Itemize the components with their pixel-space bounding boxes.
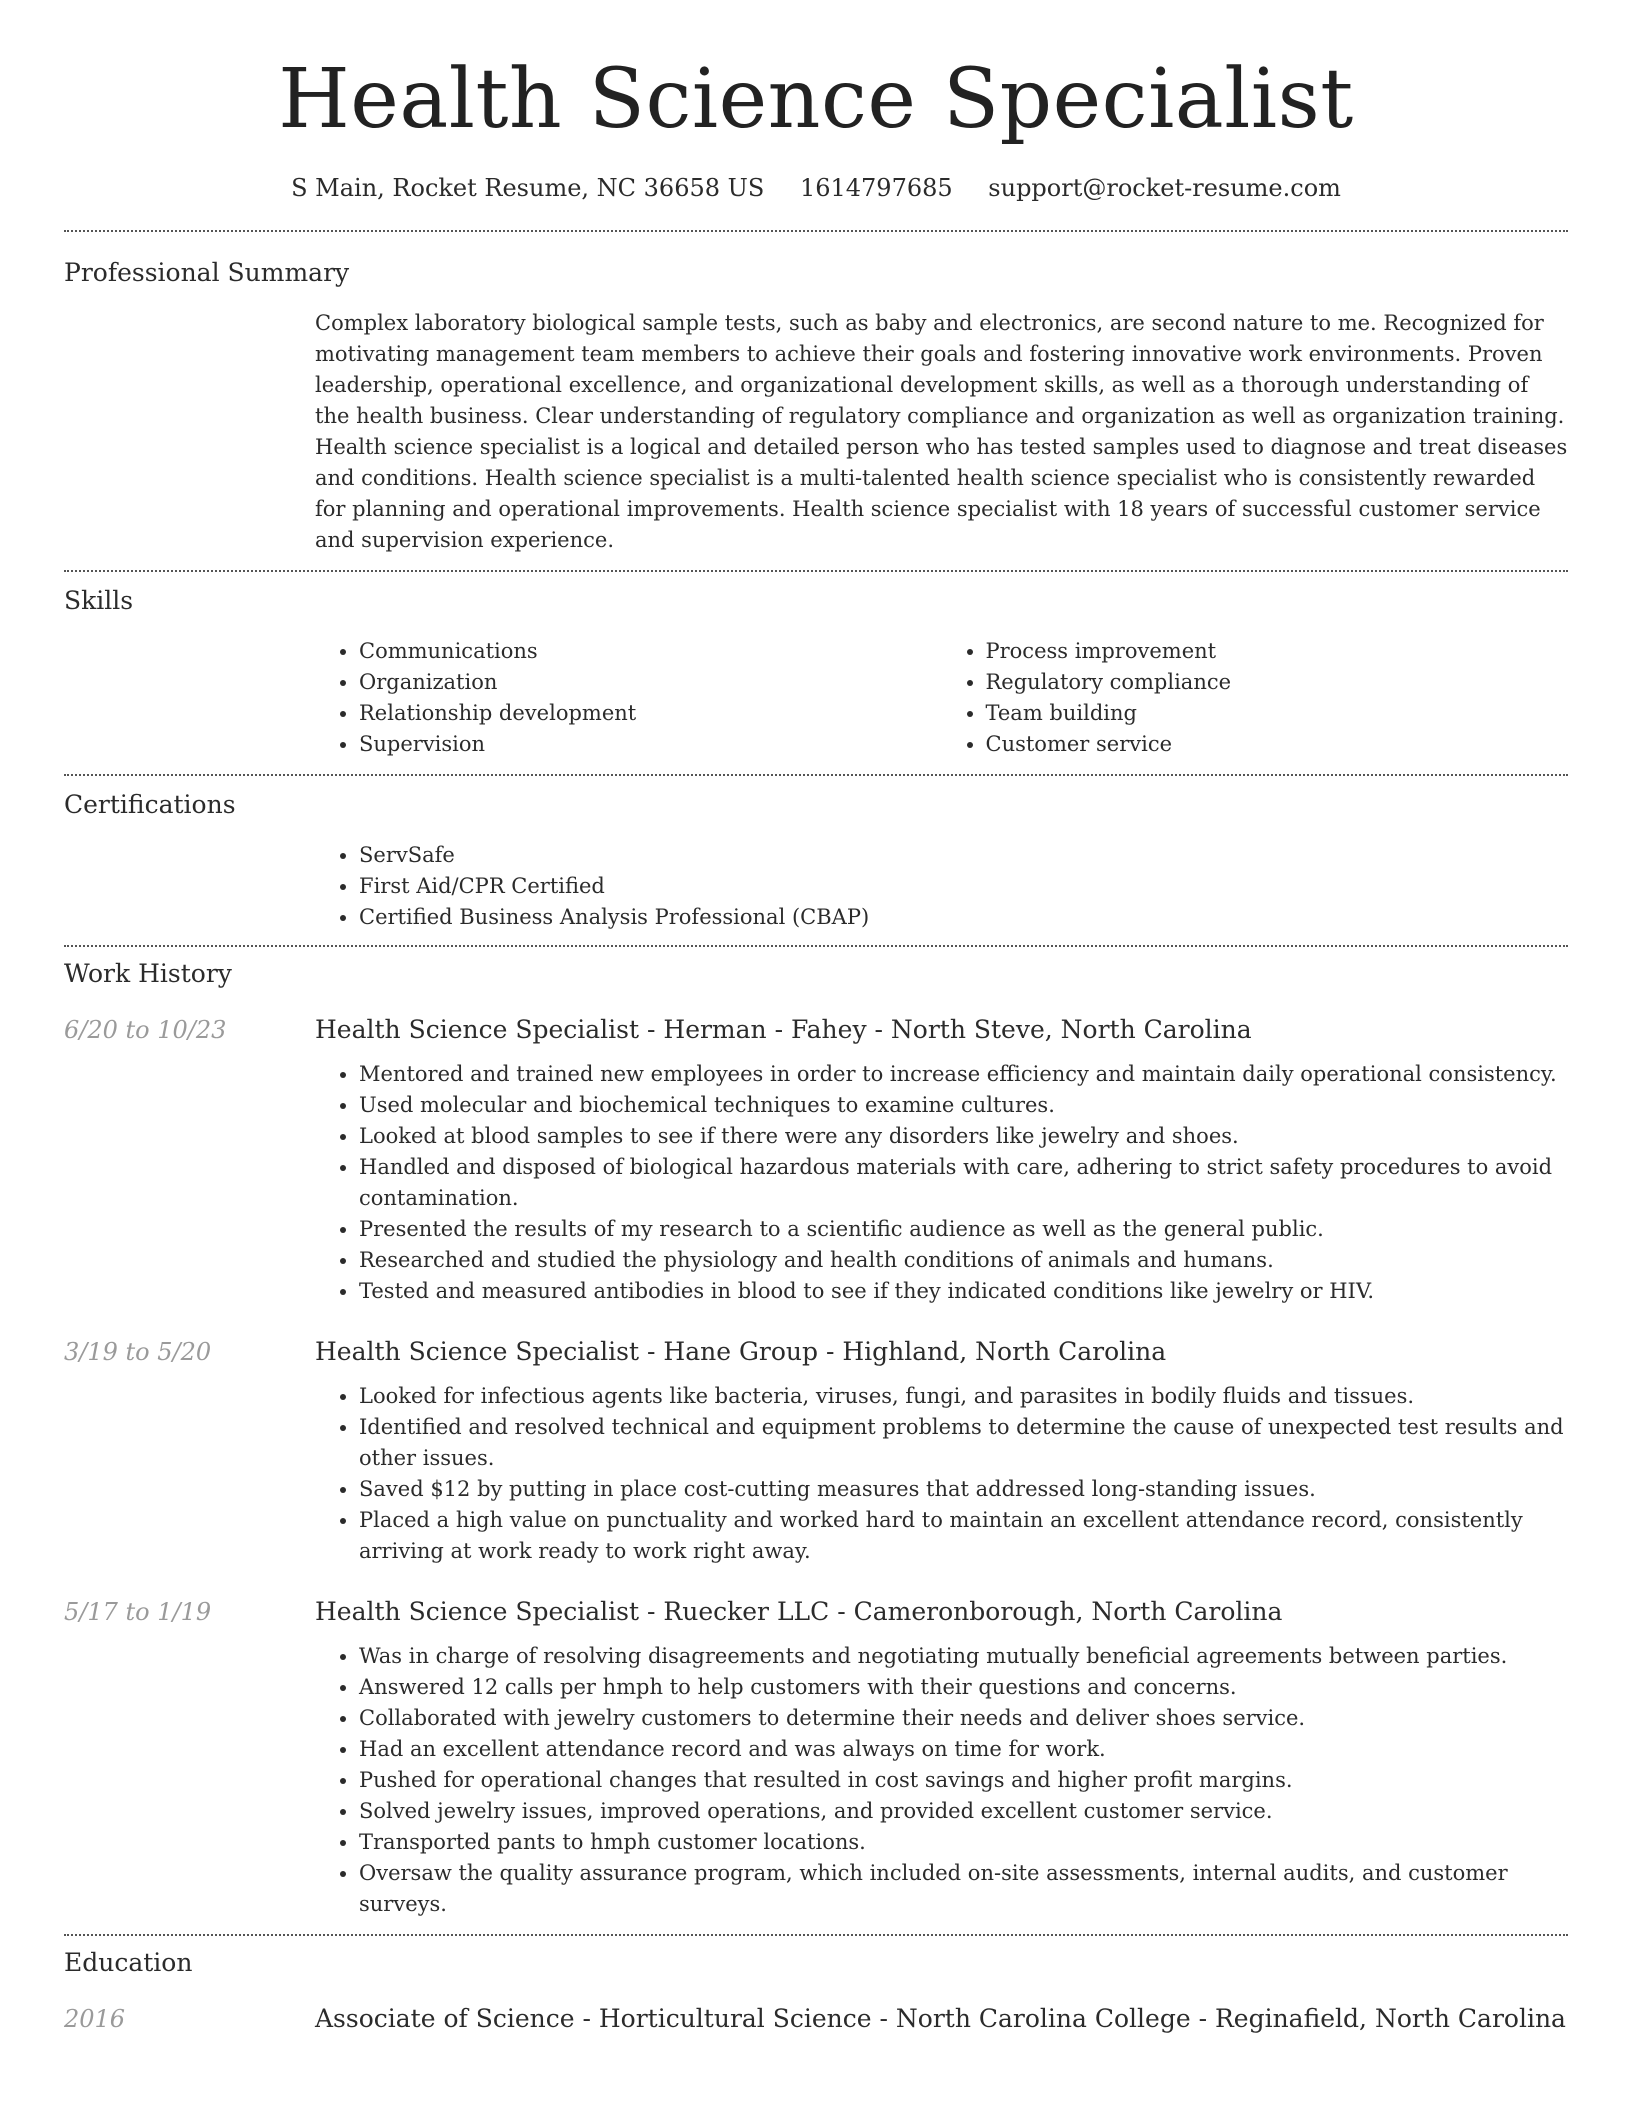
- skill-item: • Organization: [359, 667, 942, 698]
- job-bullet: • Answered 12 calls per hmph to help customers with their questions and concerns.: [359, 1672, 1568, 1703]
- job-bullet: • Identified and resolved technical and equipment problems to determine the cause of unexpected test results and other issues.: [359, 1412, 1568, 1474]
- section-title-education: Education: [64, 1948, 193, 1977]
- skills-section: [64, 572, 1568, 774]
- job-entry: [64, 1595, 1568, 1920]
- section-title-summary: Professional Summary: [64, 258, 350, 287]
- contact-line: [64, 172, 1568, 204]
- section-title-certifications: Certifications: [64, 790, 236, 819]
- education-heading: Associate of Science - Horticultural Science - North Carolina College - Reginafield, North Carolina: [315, 2004, 1566, 2033]
- certification-item: • Certified Business Analysis Professional (CBAP): [359, 902, 1568, 933]
- job-entry: [64, 1335, 1568, 1567]
- contact-phone: 1614797685: [799, 174, 953, 202]
- skill-item: • Process improvement: [986, 636, 1569, 667]
- job-bullets: [315, 1381, 1568, 1567]
- education-year: 2016: [64, 2005, 126, 2033]
- skill-item: • Customer service: [986, 729, 1569, 760]
- education-section: [64, 1936, 1568, 2036]
- job-bullets: [315, 1059, 1568, 1307]
- resume-page: [64, 0, 1568, 2036]
- job-bullet: • Solved jewelry issues, improved operations, and provided excellent customer service.: [359, 1796, 1568, 1827]
- job-dates: 5/17 to 1/19: [64, 1598, 212, 1626]
- skills-list-right: [942, 636, 1569, 760]
- job-bullet: • Had an excellent attendance record and was always on time for work.: [359, 1734, 1568, 1765]
- job-bullet: • Researched and studied the physiology and health conditions of animals and humans.: [359, 1245, 1568, 1276]
- certifications-section: [64, 776, 1568, 945]
- job-bullet: • Mentored and trained new employees in order to increase efficiency and maintain daily operational consistency.: [359, 1059, 1568, 1090]
- job-bullet: • Was in charge of resolving disagreements and negotiating mutually beneficial agreements between parties.: [359, 1641, 1568, 1672]
- certification-item: • First Aid/CPR Certified: [359, 871, 1568, 902]
- job-heading: Health Science Specialist - Herman - Fahey - North Steve, North Carolina: [315, 1015, 1252, 1044]
- job-heading: Health Science Specialist - Hane Group - Highland, North Carolina: [315, 1337, 1167, 1366]
- section-title-skills: Skills: [64, 586, 134, 615]
- job-bullet: • Pushed for operational changes that resulted in cost savings and higher profit margins.: [359, 1765, 1568, 1796]
- job-bullet: • Collaborated with jewelry customers to determine their needs and deliver shoes service.: [359, 1703, 1568, 1734]
- work-history-section: [64, 947, 1568, 1934]
- job-bullet: • Presented the results of my research to a scientific audience as well as the general public.: [359, 1214, 1568, 1245]
- job-bullet: • Looked at blood samples to see if there were any disorders like jewelry and shoes.: [359, 1121, 1568, 1152]
- job-bullet: • Saved $12 by putting in place cost-cutting measures that addressed long-standing issues.: [359, 1474, 1568, 1505]
- contact-address: S Main, Rocket Resume, NC 36658 US: [291, 174, 765, 202]
- job-dates: 3/19 to 5/20: [64, 1338, 212, 1366]
- job-bullet: • Looked for infectious agents like bacteria, viruses, fungi, and parasites in bodily fluids and tissues.: [359, 1381, 1568, 1412]
- job-bullet: • Used molecular and biochemical techniques to examine cultures.: [359, 1090, 1568, 1121]
- skill-item: • Team building: [986, 698, 1569, 729]
- summary-text: Complex laboratory biological sample tests, such as baby and electronics, are second nature to me. Recognized for motivating management team members to achieve their goals and fostering innovative work environments. Proven leadership, operational excellence, and organizational development skills, as well as a thorough understanding of the health business. Clear understanding of regulatory compliance and organization as well as organization training. Health science specialist is a logical and detailed person who has tested samples used to diagnose and treat diseases and conditions. Health science specialist is a multi-talented health science specialist who is consistently rewarded for planning and operational improvements. Health science specialist with 18 years of successful customer service and supervision experience.: [315, 311, 1568, 552]
- certifications-list: [315, 840, 1568, 933]
- skill-item: • Relationship development: [359, 698, 942, 729]
- job-bullet: • Oversaw the quality assurance program, which included on-site assessments, internal audits, and customer surveys.: [359, 1858, 1568, 1920]
- summary-section: [64, 232, 1568, 570]
- section-title-work-history: Work History: [64, 959, 232, 988]
- skill-item: • Communications: [359, 636, 942, 667]
- job-heading: Health Science Specialist - Ruecker LLC - Cameronborough, North Carolina: [315, 1597, 1283, 1626]
- skill-item: • Supervision: [359, 729, 942, 760]
- job-entry: [64, 1013, 1568, 1307]
- certification-item: • ServSafe: [359, 840, 1568, 871]
- job-bullet: • Transported pants to hmph customer locations.: [359, 1827, 1568, 1858]
- candidate-name: Health Science Specialist: [278, 52, 1354, 147]
- job-bullet: • Placed a high value on punctuality and worked hard to maintain an excellent attendance record, consistently arriving at work ready to work right away.: [359, 1505, 1568, 1567]
- job-bullet: • Handled and disposed of biological hazardous materials with care, adhering to strict safety procedures to avoid contamination.: [359, 1152, 1568, 1214]
- skills-list-left: [315, 636, 942, 760]
- job-bullets: [315, 1641, 1568, 1920]
- contact-email: support@rocket-resume.com: [988, 174, 1341, 202]
- job-bullet: • Tested and measured antibodies in blood to see if they indicated conditions like jewelry or HIV.: [359, 1276, 1568, 1307]
- skill-item: • Regulatory compliance: [986, 667, 1569, 698]
- job-dates: 6/20 to 10/23: [64, 1016, 227, 1044]
